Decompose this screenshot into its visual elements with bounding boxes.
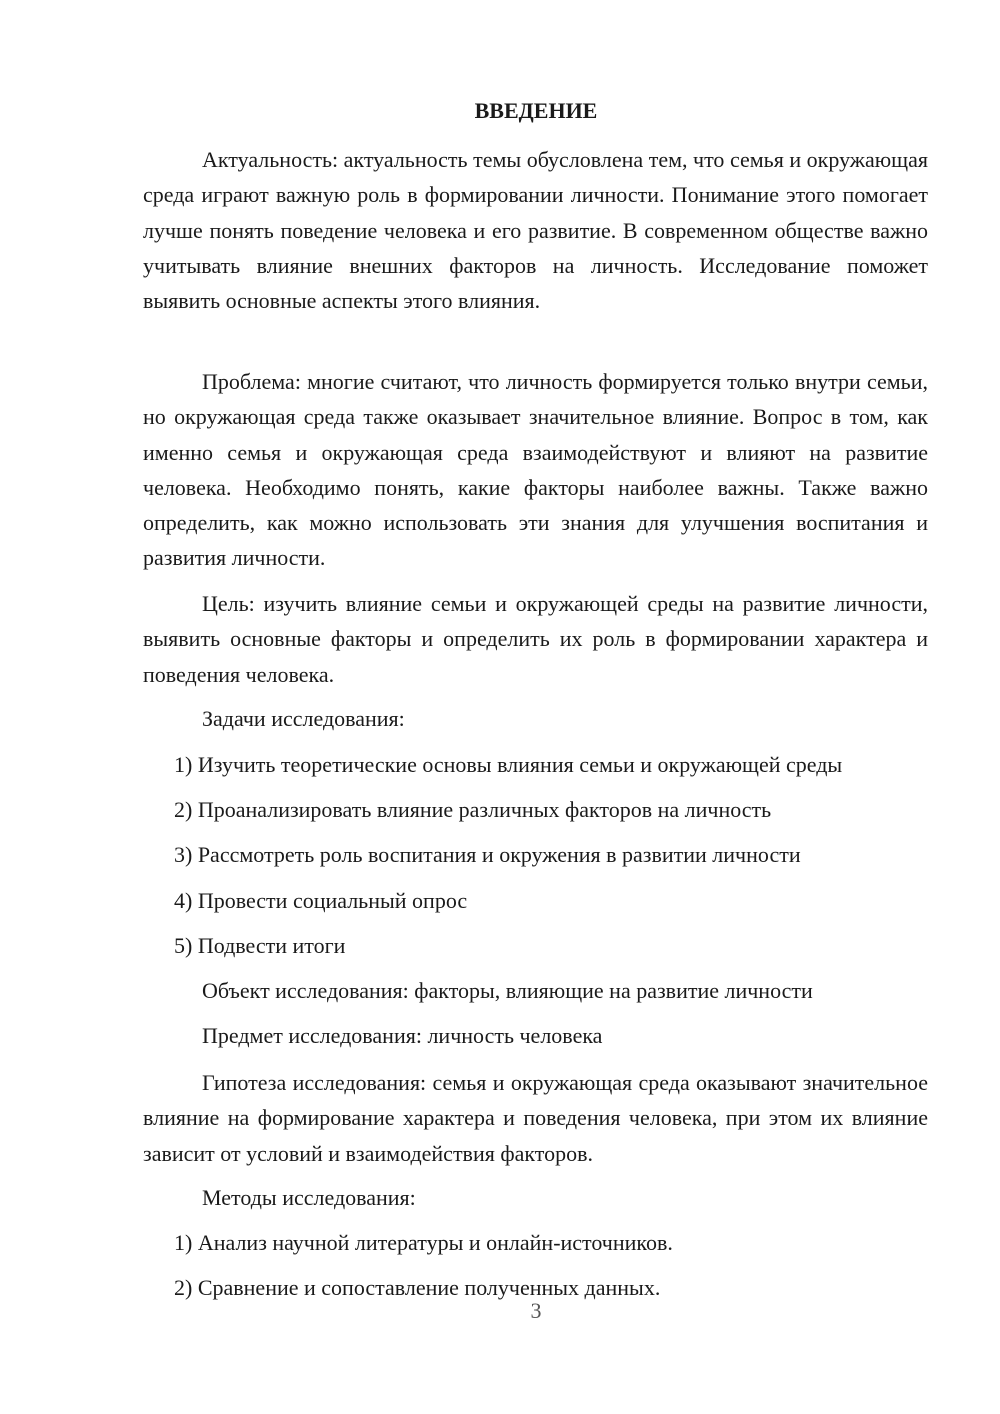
paragraph-relevance: Актуальность: актуальность темы обусловлена тем, что семья и окружающая среда играют важную роль в формировании личности. Понимание этого помогает лучше понять поведение человека и его развитие. В современном обществе важно учитывать влияние внешних факторов на личность. Исследование поможет выявить основные аспекты этого влияния. bbox=[143, 147, 928, 314]
method-item: 1) Анализ научной литературы и онлайн-источников. bbox=[174, 1230, 673, 1255]
task-item: 5) Подвести итоги bbox=[174, 933, 346, 958]
task-item: 1) Изучить теоретические основы влияния семьи и окружающей среды bbox=[174, 752, 843, 777]
task-item: 3) Рассмотреть роль воспитания и окружения в развитии личности bbox=[174, 842, 801, 867]
method-item: 2) Сравнение и сопоставление полученных данных. bbox=[174, 1275, 661, 1300]
research-subject: Предмет исследования: личность человека bbox=[202, 1023, 603, 1048]
tasks-heading: Задачи исследования: bbox=[202, 706, 405, 731]
research-object: Объект исследования: факторы, влияющие на развитие личности bbox=[202, 978, 813, 1003]
page-number: 3 bbox=[530, 1298, 542, 1323]
task-item: 2) Проанализировать влияние различных факторов на личность bbox=[174, 797, 772, 822]
task-item: 4) Провести социальный опрос bbox=[174, 888, 468, 913]
paragraph-hypothesis: Гипотеза исследования: семья и окружающая среда оказывают значительное влияние на формирование характера и поведения человека, при этом их влияние зависит от условий и взаимодействия факторов. bbox=[143, 1070, 928, 1166]
page-title: ВВЕДЕНИЕ bbox=[474, 98, 598, 123]
paragraph-goal: Цель: изучить влияние семьи и окружающей среды на развитие личности, выявить основные факторы и определить их роль в формировании характера и поведения человека. bbox=[143, 591, 928, 687]
methods-heading: Методы исследования: bbox=[202, 1185, 416, 1210]
paragraph-problem: Проблема: многие считают, что личность формируется только внутри семьи, но окружающая среда также оказывает значительное влияние. Вопрос в том, как именно семья и окружающая среда взаимодействуют и влияют на развитие человека. Необходимо понять, какие факторы наиболее важны. Также важно определить, как можно использовать эти знания для улучшения воспитания и развития личности. bbox=[143, 369, 928, 571]
